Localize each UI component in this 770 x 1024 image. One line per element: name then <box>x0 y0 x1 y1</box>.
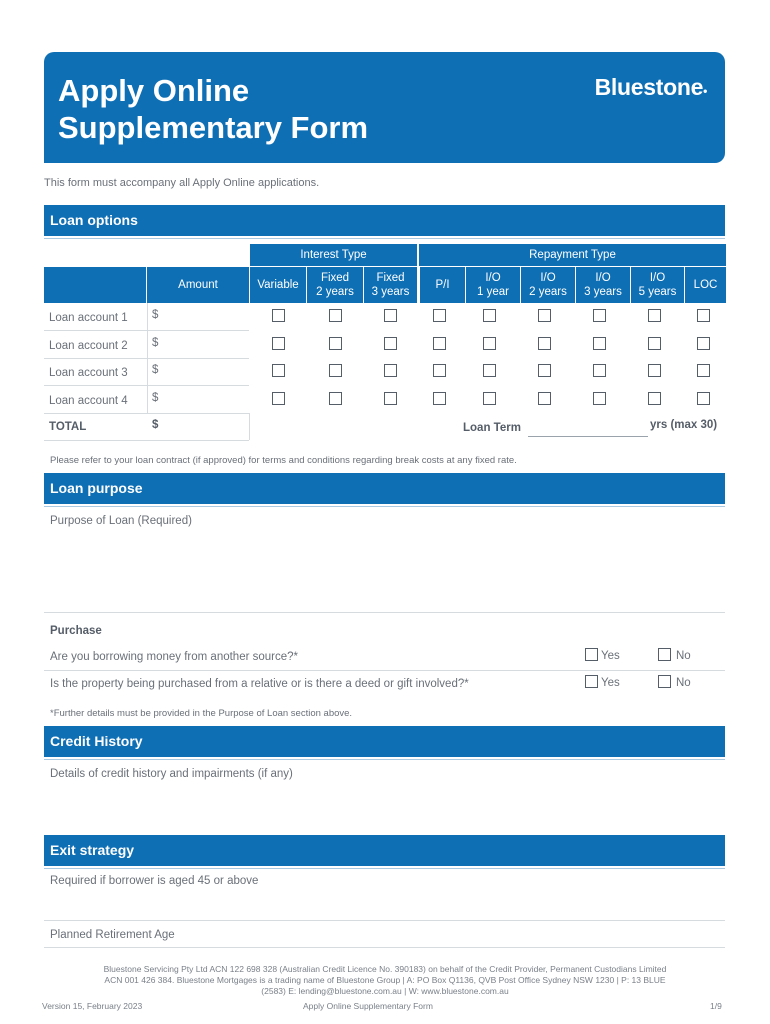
footer-form-name: Apply Online Supplementary Form <box>303 1001 433 1011</box>
loan-account-label: Loan account 1 <box>49 312 128 324</box>
loan-option-checkbox[interactable] <box>433 309 446 322</box>
column-header-2 <box>364 267 417 303</box>
purchase-heading: Purchase <box>50 625 102 637</box>
column-header-5 <box>521 267 575 303</box>
loan-option-checkbox[interactable] <box>593 337 606 350</box>
column-header-line-1: Fixed <box>320 272 350 284</box>
question-divider <box>44 670 725 671</box>
loan-option-checkbox[interactable] <box>329 337 342 350</box>
title-line-1: Apply Online <box>58 73 250 108</box>
total-amount-divider <box>249 413 250 440</box>
total-row-line <box>44 440 249 441</box>
column-header-line-2: 1 year <box>477 286 509 298</box>
further-details-note: *Further details must be provided in the Purpose of Loan section above. <box>50 708 353 719</box>
loan-option-checkbox[interactable] <box>433 337 446 350</box>
relative-purchase-no-checkbox[interactable] <box>658 675 671 688</box>
other-source-no-checkbox[interactable] <box>658 648 671 661</box>
column-header-line-1: Variable <box>257 279 299 291</box>
loan-option-checkbox[interactable] <box>272 364 285 377</box>
loan-option-checkbox[interactable] <box>538 364 551 377</box>
question-other-source: Are you borrowing money from another source?* <box>50 651 299 663</box>
column-header-1 <box>307 267 363 303</box>
loan-option-checkbox[interactable] <box>697 392 710 405</box>
loan-option-checkbox[interactable] <box>483 309 496 322</box>
column-header-line-1: I/O <box>485 272 501 284</box>
loan-option-checkbox[interactable] <box>483 364 496 377</box>
footer-line-2: ACN 001 426 384. Bluestone Mortgages is a trading name of Bluestone Group | A: PO Box Q1136, QVB Post Office Sydney NSW 1230 | P: 13 BLUE <box>104 975 666 985</box>
loan-option-checkbox[interactable] <box>697 364 710 377</box>
amount-input[interactable] <box>162 333 248 357</box>
footer-page-number: 1/9 <box>710 1001 722 1011</box>
exit-strategy-label: Required if borrower is aged 45 or above <box>50 875 259 887</box>
loan-option-checkbox[interactable] <box>483 392 496 405</box>
amount-currency: $ <box>152 309 159 321</box>
footer-version: Version 15, February 2023 <box>42 1001 143 1011</box>
loan-account-label: Loan account 4 <box>49 395 128 407</box>
logo-dot: • <box>703 84 707 98</box>
column-header-line-2: 2 years <box>316 286 354 298</box>
loan-option-checkbox[interactable] <box>384 309 397 322</box>
exit-strategy-heading: Exit strategy <box>44 835 725 866</box>
question-relative-purchase: Is the property being purchased from a relative or is there a deed or gift involved?* <box>50 678 469 690</box>
loan-option-checkbox[interactable] <box>272 392 285 405</box>
purpose-of-loan-label: Purpose of Loan (Required) <box>50 515 192 527</box>
column-header-line-1: I/O <box>540 272 556 284</box>
loan-option-checkbox[interactable] <box>648 337 661 350</box>
repayment-type-header: Repayment Type <box>419 244 726 266</box>
column-header-line-2: 2 years <box>529 286 567 298</box>
exit-strategy-divider <box>44 920 725 921</box>
loan-option-checkbox[interactable] <box>538 392 551 405</box>
loan-account-label: Loan account 3 <box>49 367 128 379</box>
loan-option-checkbox[interactable] <box>329 309 342 322</box>
footer-line-1: Bluestone Servicing Pty Ltd ACN 122 698 328 (Australian Credit Licence No. 390183) on behalf of the Credit Provider, Permanent Custodians Limited <box>103 964 667 974</box>
planned-retirement-age-label: Planned Retirement Age <box>50 929 175 941</box>
column-header-7 <box>631 267 684 303</box>
label-amount-divider <box>147 358 148 385</box>
loan-option-checkbox[interactable] <box>648 309 661 322</box>
loan-option-checkbox[interactable] <box>538 309 551 322</box>
credit-history-heading: Credit History <box>44 726 725 757</box>
loan-option-checkbox[interactable] <box>697 337 710 350</box>
other-source-yes-label: Yes <box>601 650 620 662</box>
amount-input[interactable] <box>162 305 248 329</box>
column-header-8 <box>685 267 726 303</box>
column-header-3 <box>420 267 465 303</box>
loan-option-checkbox[interactable] <box>593 364 606 377</box>
footer-line-3: (2583) E: lending@bluestone.com.au | W: www.bluestone.com.au <box>261 986 509 996</box>
planned-retirement-age-field[interactable] <box>200 924 725 946</box>
column-header-4 <box>466 267 520 303</box>
bluestone-logo <box>595 74 707 101</box>
column-header-line-1: I/O <box>595 272 611 284</box>
loan-option-checkbox[interactable] <box>329 364 342 377</box>
amount-currency: $ <box>152 392 159 404</box>
amount-column-header: Amount <box>147 267 249 303</box>
loan-option-checkbox[interactable] <box>538 337 551 350</box>
loan-option-checkbox[interactable] <box>593 309 606 322</box>
logo-text: Bluestone <box>594 74 704 100</box>
amount-currency: $ <box>152 364 159 376</box>
amount-input[interactable] <box>162 388 248 412</box>
loan-option-checkbox[interactable] <box>593 392 606 405</box>
loan-option-checkbox[interactable] <box>433 364 446 377</box>
total-currency: $ <box>152 419 159 431</box>
break-costs-note: Please refer to your loan contract (if approved) for terms and conditions regarding break costs at any fixed rate. <box>50 455 517 466</box>
column-header-line-2: 3 years <box>371 286 410 298</box>
loan-account-label: Loan account 2 <box>49 340 128 352</box>
exit-strategy-field[interactable] <box>44 868 725 918</box>
form-header <box>44 52 725 163</box>
title-line-2: Supplementary Form <box>58 110 369 145</box>
row-line <box>44 413 249 414</box>
loan-option-checkbox[interactable] <box>384 337 397 350</box>
other-source-yes-checkbox[interactable] <box>585 648 598 661</box>
loan-option-checkbox[interactable] <box>272 309 285 322</box>
loan-option-checkbox[interactable] <box>272 337 285 350</box>
loan-option-checkbox[interactable] <box>697 309 710 322</box>
interest-type-header: Interest Type <box>250 244 417 266</box>
loan-option-checkbox[interactable] <box>384 364 397 377</box>
column-header-line-1: LOC <box>693 279 718 291</box>
purpose-of-loan-field[interactable] <box>44 508 725 612</box>
account-column-header <box>44 267 146 303</box>
loan-term-input[interactable] <box>528 436 648 437</box>
loan-purpose-heading: Loan purpose <box>44 473 725 504</box>
retirement-divider <box>44 947 725 948</box>
amount-input[interactable] <box>162 360 248 384</box>
relative-purchase-yes-label: Yes <box>601 677 620 689</box>
form-title <box>58 72 368 146</box>
loan-option-checkbox[interactable] <box>483 337 496 350</box>
other-source-no-label: No <box>676 650 691 662</box>
column-header-line-2: 5 years <box>638 286 677 298</box>
relative-purchase-no-label: No <box>676 677 691 689</box>
loan-option-checkbox[interactable] <box>648 364 661 377</box>
intro-text: This form must accompany all Apply Online applications. <box>44 177 320 189</box>
credit-history-field[interactable] <box>44 760 725 828</box>
loan-term-suffix: yrs (max 30) <box>650 419 718 431</box>
column-header-line-1: I/O <box>649 272 666 284</box>
column-header-6 <box>576 267 630 303</box>
loan-term-label: Loan Term <box>463 422 521 434</box>
total-label: TOTAL <box>49 421 87 433</box>
column-header-line-2: 3 years <box>584 286 622 298</box>
column-header-0 <box>250 267 306 303</box>
loan-options-heading: Loan options <box>44 205 725 236</box>
label-amount-divider <box>147 303 148 330</box>
credit-history-label: Details of credit history and impairments (if any) <box>50 768 293 780</box>
footer-legal <box>50 964 720 997</box>
column-header-line-1: P/I <box>435 279 450 291</box>
loan-option-checkbox[interactable] <box>384 392 397 405</box>
purpose-divider <box>44 612 725 613</box>
loan-option-checkbox[interactable] <box>329 392 342 405</box>
column-header-line-1: Fixed <box>376 272 405 284</box>
label-amount-divider <box>147 386 148 413</box>
label-amount-divider <box>147 331 148 358</box>
relative-purchase-yes-checkbox[interactable] <box>585 675 598 688</box>
amount-currency: $ <box>152 337 159 349</box>
loan-option-checkbox[interactable] <box>648 392 661 405</box>
loan-option-checkbox[interactable] <box>433 392 446 405</box>
